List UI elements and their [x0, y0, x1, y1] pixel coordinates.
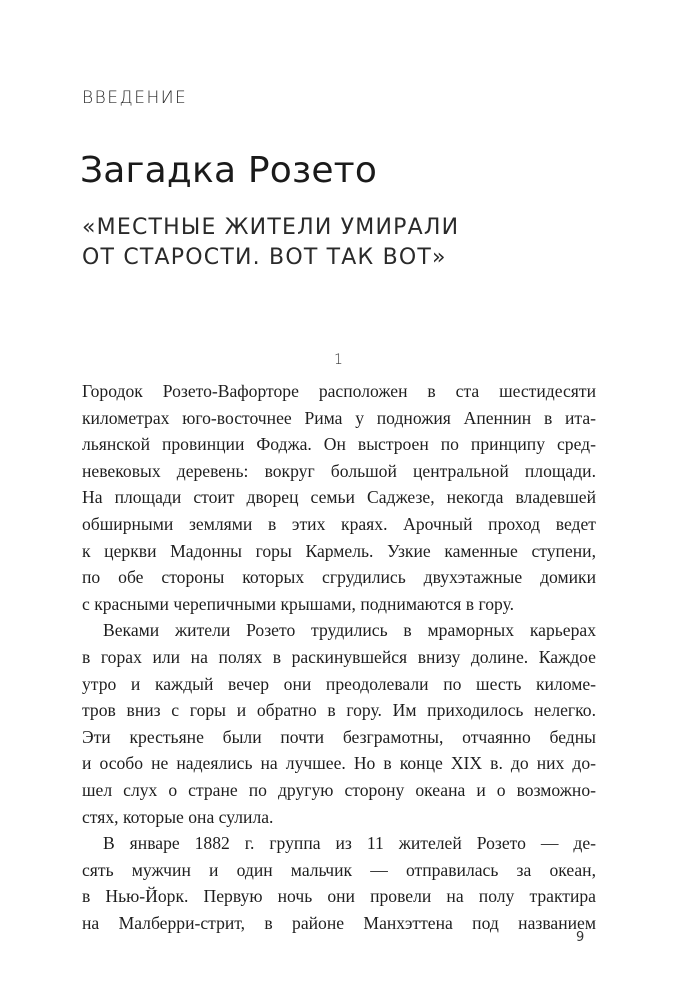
- text-line: сять мужчин и один мальчик — отправилась за океан,: [82, 859, 596, 880]
- text-line: в горах или на полях в раскинувшейся внизу долине. Каждое: [82, 646, 596, 667]
- text-line: с красными черепичными крышами, поднимаются в гору.: [82, 593, 515, 614]
- text-line: льянской провинции Фоджа. Он выстроен по принципу сред-: [82, 434, 596, 455]
- section-label: ВВЕДЕНИЕ: [82, 88, 188, 108]
- text-line: шел слух о стране по другую сторону океана и о возможно-: [82, 779, 596, 800]
- text-line: километрах юго-восточнее Рима у подножия Апеннин в ита-: [82, 407, 596, 428]
- text-line: к церкви Мадонны горы Кармель. Узкие каменные ступени,: [82, 540, 596, 561]
- text-line: на Малберри-стрит, в районе Манхэттена под названием: [82, 912, 596, 933]
- text-line: по обе стороны которых сгрудились двухэтажные домики: [82, 567, 596, 588]
- text-line: Веками жители Розето трудились в мраморных карьерах: [103, 620, 596, 641]
- subtitle-line: «МЕСТНЫЕ ЖИТЕЛИ УМИРАЛИ: [82, 215, 460, 240]
- text-line: невековых деревень: вокруг большой центральной площади.: [82, 460, 596, 481]
- text-line: и особо не надеялись на лучшее. Но в конце XIX в. до них до-: [82, 753, 596, 774]
- section-number: 1: [334, 352, 343, 368]
- text-line: утро и каждый вечер они преодолевали по шесть киломе-: [82, 673, 596, 694]
- text-line: обширными землями в этих краях. Арочный проход ведет: [82, 513, 596, 534]
- chapter-title: Загадка Розето: [80, 150, 378, 191]
- chapter-subtitle: [82, 213, 602, 273]
- text-line: Городок Розето-Вафорторе расположен в ста шестидесяти: [82, 381, 596, 401]
- text-line: Эти крестьяне были почти безграмотны, отчаянно бедны: [82, 726, 596, 747]
- page-number: 9: [576, 930, 585, 945]
- body-text: [82, 378, 596, 936]
- subtitle-line: ОТ СТАРОСТИ. ВОТ ТАК ВОТ»: [82, 245, 447, 270]
- text-line: На площади стоит дворец семьи Саджезе, некогда владевшей: [82, 487, 596, 508]
- text-line: в Нью-Йорк. Первую ночь они провели на полу трактира: [82, 886, 596, 907]
- text-line: В январе 1882 г. группа из 11 жителей Розето — де-: [103, 833, 596, 854]
- text-line: стях, которые она сулила.: [82, 806, 274, 827]
- text-line: тров вниз с горы и обратно в гору. Им приходилось нелегко.: [82, 700, 596, 721]
